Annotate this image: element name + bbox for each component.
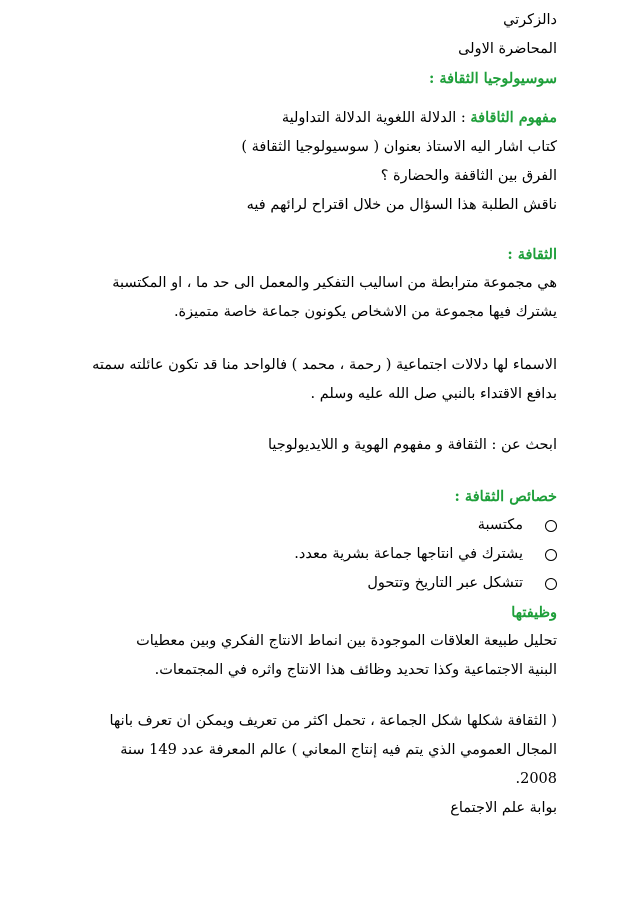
footer-line: بوابة علم الاجتماع: [450, 800, 557, 816]
function-heading: وظيفتها: [511, 604, 557, 621]
spacer: [60, 685, 557, 707]
quote-line-1: ( الثقافة شكلها شكل الجماعة ، تحمل اكثر من تعريف ويمكن ان تعرف بانها: [109, 713, 557, 729]
concept-line: [60, 103, 557, 133]
names-paragraph-line-1: الاسماء لها دلالات اجتماعية ( رحمة ، محمد ) فالواحد منا قد تكون عائلته سمته: [92, 357, 557, 373]
research-line: ابحث عن : الثقافة و مفهوم الهوية و اللايديولوجيا: [267, 437, 557, 453]
circle-bullet-icon: [545, 520, 557, 532]
culture-definition-line-2: يشترك فيها مجموعة من الاشخاص يكونون جماعة خاصة متميزة.: [173, 304, 557, 320]
culture-definition-line-1: هي مجموعة مترابطة من اساليب التفكير والمعمل الى حد ما ، او المكتسبة: [112, 275, 557, 291]
function-line-1: تحليل طبيعة العلاقات الموجودة بين انماط الانتاج الفكري وبين معطيات: [136, 633, 557, 649]
characteristics-heading: خصائص الثقافة :: [454, 488, 557, 505]
list-item: [60, 569, 557, 598]
spacer: [60, 460, 557, 482]
spacer: [60, 327, 557, 351]
list-item: [60, 540, 557, 569]
difference-line: الفرق بين الثاقفة والحضارة ؟: [380, 168, 557, 184]
discussion-line: ناقش الطلبة هذا السؤال من خلال اقتراح لرائهم فيه: [246, 197, 557, 213]
quote-line-2: المجال العمومي الذي يتم فيه إنتاج المعاني ) عالم المعرفة عدد 149 سنة: [120, 742, 557, 758]
function-line-2: البنية الاجتماعية وكذا تحديد وظائف هذا الانتاج واثره في المجتمعات.: [154, 662, 557, 678]
list-item-text: تتشكل عبر التاريخ وتتحول: [367, 575, 523, 591]
spacer: [60, 409, 557, 431]
document-title: سوسيولوجيا الثقافة :: [428, 70, 557, 87]
concept-label: مفهوم الثاقافة: [470, 109, 557, 126]
culture-heading: الثقافة :: [507, 246, 557, 263]
names-paragraph-line-2: بدافع الاقتداء بالنبي صل الله عليه وسلم .: [310, 386, 557, 402]
circle-bullet-icon: [545, 578, 557, 590]
quote-line-3: 2008.: [515, 771, 557, 787]
author-name: دالزكرتي: [503, 12, 557, 28]
list-item-text: يشترك في انتاجها جماعة بشرية معدد.: [294, 546, 523, 562]
list-item-text: مكتسبة: [477, 517, 523, 533]
lecture-title: المحاضرة الاولى: [458, 41, 557, 57]
book-line: كتاب اشار اليه الاستاذ بعنوان ( سوسيولوجيا الثقافة ): [241, 139, 557, 155]
characteristics-list: [60, 511, 557, 598]
concept-text: : الدلالة اللغوية الدلالة التداولية: [281, 110, 471, 126]
circle-bullet-icon: [545, 549, 557, 561]
spacer: [60, 93, 557, 103]
spacer: [60, 220, 557, 240]
list-item: [60, 511, 557, 540]
